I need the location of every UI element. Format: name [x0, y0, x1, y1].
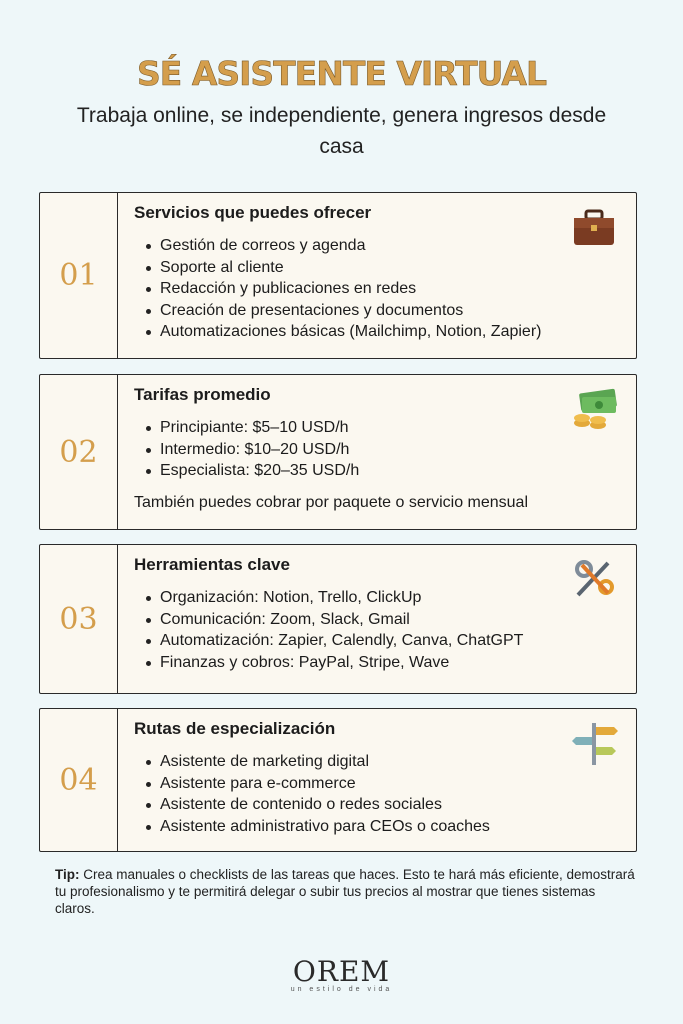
list-item: Creación de presentaciones y documentos — [144, 300, 620, 322]
list-item: Automatización: Zapier, Calendly, Canva, ChatGPT — [144, 630, 620, 652]
brand-logo — [0, 955, 683, 993]
list-item: Finanzas y cobros: PayPal, Stripe, Wave — [144, 652, 620, 674]
list-item: Asistente administrativo para CEOs o coaches — [144, 816, 620, 838]
list-item: Gestión de correos y agenda — [144, 235, 620, 257]
list-item: Asistente de contenido o redes sociales — [144, 794, 620, 816]
list-item: Automatizaciones básicas (Mailchimp, Notion, Zapier) — [144, 321, 620, 343]
list-item: Especialista: $20–35 USD/h — [144, 460, 620, 482]
card-number: 03 — [40, 545, 118, 693]
tip-text — [55, 866, 635, 917]
list-item: Redacción y publicaciones en redes — [144, 278, 620, 300]
list-item: Intermedio: $10–20 USD/h — [144, 439, 620, 461]
page-title: SÉ ASISTENTE VIRTUAL — [137, 54, 546, 93]
card-specialization — [39, 708, 637, 852]
list-item: Comunicación: Zoom, Slack, Gmail — [144, 609, 620, 631]
card-tools — [39, 544, 637, 694]
list-item: Asistente de marketing digital — [144, 751, 620, 773]
card-title: Tarifas promedio — [134, 385, 271, 404]
card-rates — [39, 374, 637, 530]
card-number: 01 — [40, 193, 118, 358]
logo-name: OREM — [292, 955, 391, 988]
card-number: 02 — [40, 375, 118, 529]
card-number: 04 — [40, 709, 118, 851]
list-item: Asistente para e-commerce — [144, 773, 620, 795]
logo-tagline: un estilo de vida — [290, 986, 393, 993]
tip-label: Tip: — [55, 867, 80, 882]
card-title: Servicios que puedes ofrecer — [134, 203, 372, 222]
list-item: Soporte al cliente — [144, 257, 620, 279]
list-item: Principiante: $5–10 USD/h — [144, 417, 620, 439]
list-item: Organización: Notion, Trello, ClickUp — [144, 587, 620, 609]
subtitle: Trabaja online, se independiente, genera ingresos desde casa — [76, 104, 607, 158]
card-title: Herramientas clave — [134, 555, 290, 574]
tip-body: Crea manuales o checklists de las tareas que haces. Esto te hará más eficiente, demostrará tu profesionalismo y te permitirá delegar o subir tus precios al mostrar que tienes sistemas claros. — [55, 867, 635, 916]
card-services — [39, 192, 637, 359]
card-note: También puedes cobrar por paquete o servicio mensual — [134, 493, 529, 511]
card-title: Rutas de especialización — [134, 719, 336, 738]
